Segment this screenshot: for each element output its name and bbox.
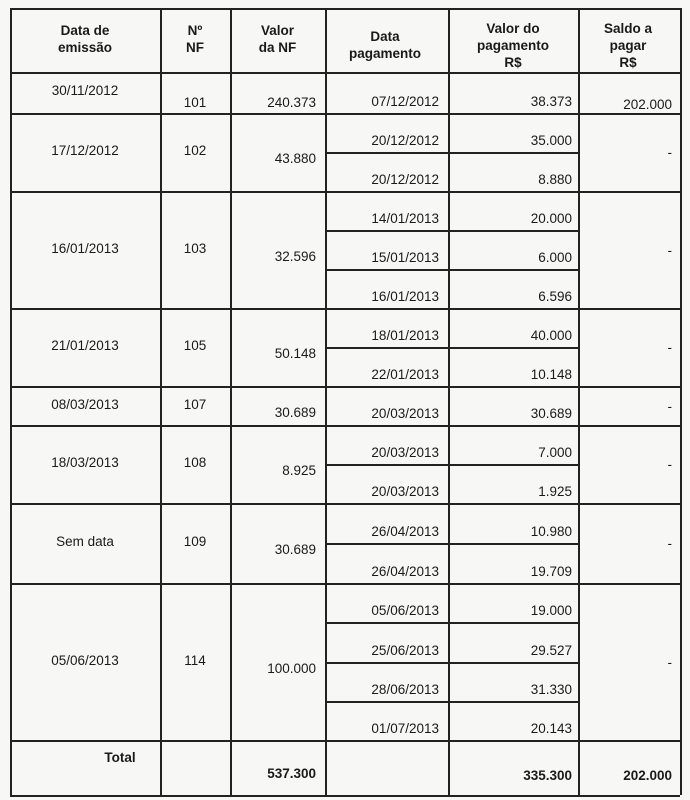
payment-date: 20/03/2013 bbox=[371, 445, 439, 460]
grid-line bbox=[448, 8, 450, 795]
payment-value: 31.330 bbox=[530, 682, 572, 697]
header-valor-pagamento: Valor do pagamento R$ bbox=[476, 21, 549, 70]
grid-line bbox=[325, 543, 578, 545]
saldo-value: - bbox=[667, 457, 672, 472]
payment-date: 26/04/2013 bbox=[371, 524, 439, 539]
saldo-value: - bbox=[667, 145, 672, 160]
grid-line bbox=[325, 464, 578, 466]
payment-date: 01/07/2013 bbox=[371, 721, 439, 736]
payment-date: 20/03/2013 bbox=[371, 484, 439, 499]
grid-line bbox=[325, 662, 578, 664]
grid-line bbox=[10, 113, 680, 115]
grid-line bbox=[10, 191, 680, 193]
nf-number: 114 bbox=[184, 652, 206, 668]
grid-line bbox=[10, 583, 680, 585]
payment-date: 22/01/2013 bbox=[371, 367, 439, 382]
emission-date: 18/03/2013 bbox=[51, 455, 119, 470]
nf-number: 107 bbox=[183, 396, 207, 412]
nf-value: 30.689 bbox=[274, 404, 316, 420]
grid-line bbox=[10, 425, 680, 427]
payment-date: 05/06/2013 bbox=[371, 603, 439, 618]
nf-value: 100.000 bbox=[267, 660, 316, 676]
grid-line bbox=[325, 230, 578, 232]
payment-date: 16/01/2013 bbox=[371, 289, 439, 304]
saldo-value: - bbox=[667, 654, 672, 670]
nf-number: 102 bbox=[183, 143, 207, 158]
header-nf: Nº NF bbox=[186, 23, 204, 55]
nf-value: 30.689 bbox=[274, 542, 316, 557]
saldo-value: - bbox=[667, 398, 672, 414]
emission-date: 17/12/2012 bbox=[51, 143, 119, 158]
grid-line bbox=[325, 8, 327, 795]
nf-value: 50.148 bbox=[274, 346, 316, 361]
total-valor-nf: 537.300 bbox=[267, 766, 316, 781]
header-saldo: Saldo a pagar R$ bbox=[603, 21, 652, 70]
payment-date: 25/06/2013 bbox=[371, 643, 439, 658]
nf-value: 32.596 bbox=[274, 248, 316, 264]
payment-date: 28/06/2013 bbox=[371, 682, 439, 697]
nf-value: 43.880 bbox=[274, 151, 316, 166]
saldo-value: - bbox=[667, 536, 672, 551]
payment-value: 38.373 bbox=[530, 94, 572, 109]
payment-date: 26/04/2013 bbox=[371, 564, 439, 579]
payment-date: 14/01/2013 bbox=[371, 211, 439, 226]
payment-date: 20/12/2012 bbox=[371, 133, 439, 148]
emission-date: 16/01/2013 bbox=[51, 240, 119, 256]
emission-date: Sem data bbox=[56, 534, 114, 549]
saldo-value: - bbox=[667, 340, 672, 355]
payment-value: 6.596 bbox=[538, 289, 572, 304]
grid-line bbox=[10, 8, 680, 10]
nf-value: 8.925 bbox=[282, 463, 316, 478]
payment-date: 20/12/2012 bbox=[371, 172, 439, 187]
payment-value: 20.000 bbox=[530, 211, 572, 226]
grid-line bbox=[325, 622, 578, 624]
emission-date: 05/06/2013 bbox=[51, 652, 119, 668]
payment-value: 8.880 bbox=[538, 172, 572, 187]
payment-date: 20/03/2013 bbox=[371, 406, 439, 421]
payment-value: 29.527 bbox=[530, 643, 572, 658]
emission-date: 30/11/2012 bbox=[51, 83, 119, 98]
grid-line bbox=[325, 269, 578, 271]
payment-date: 18/01/2013 bbox=[371, 328, 439, 343]
header-valor-nf: Valor da NF bbox=[258, 23, 297, 55]
header-data-emissao: Data de emissão bbox=[57, 23, 113, 55]
nf-number: 103 bbox=[183, 240, 207, 256]
header-data-pagamento: Data pagamento bbox=[348, 29, 421, 61]
payment-value: 30.689 bbox=[530, 406, 572, 421]
payment-value: 10.980 bbox=[530, 524, 572, 539]
payment-value: 35.000 bbox=[530, 133, 572, 148]
saldo-value: 202.000 bbox=[623, 97, 672, 112]
emission-date: 08/03/2013 bbox=[51, 396, 119, 412]
grid-line bbox=[10, 308, 680, 310]
grid-line bbox=[325, 701, 578, 703]
payment-value: 20.143 bbox=[530, 721, 572, 736]
grid-line bbox=[10, 740, 680, 742]
payment-date: 07/12/2012 bbox=[371, 94, 439, 109]
payment-date: 15/01/2013 bbox=[371, 250, 439, 265]
nf-number: 101 bbox=[183, 95, 207, 110]
payment-value: 40.000 bbox=[530, 328, 572, 343]
saldo-value: - bbox=[667, 242, 672, 258]
grid-line bbox=[230, 8, 232, 795]
grid-line bbox=[325, 152, 578, 154]
grid-line bbox=[680, 8, 682, 795]
grid-line bbox=[325, 347, 578, 349]
emission-date: 21/01/2013 bbox=[51, 338, 119, 353]
total-label: Total bbox=[104, 750, 136, 765]
payment-value: 1.925 bbox=[538, 484, 572, 499]
total-saldo: 202.000 bbox=[623, 768, 672, 783]
grid-line bbox=[10, 503, 680, 505]
grid-line bbox=[10, 72, 680, 74]
payment-value: 19.709 bbox=[530, 564, 572, 579]
payment-value: 10.148 bbox=[530, 367, 572, 382]
grid-line bbox=[10, 795, 680, 797]
nf-value: 240.373 bbox=[267, 95, 316, 110]
payment-value: 6.000 bbox=[538, 250, 572, 265]
grid-line bbox=[10, 386, 680, 388]
total-valor-pagamento: 335.300 bbox=[523, 768, 572, 783]
payment-value: 19.000 bbox=[530, 603, 572, 618]
payment-value: 7.000 bbox=[538, 445, 572, 460]
nf-number: 109 bbox=[183, 534, 207, 549]
nf-number: 105 bbox=[183, 338, 207, 353]
nf-number: 108 bbox=[183, 455, 207, 470]
